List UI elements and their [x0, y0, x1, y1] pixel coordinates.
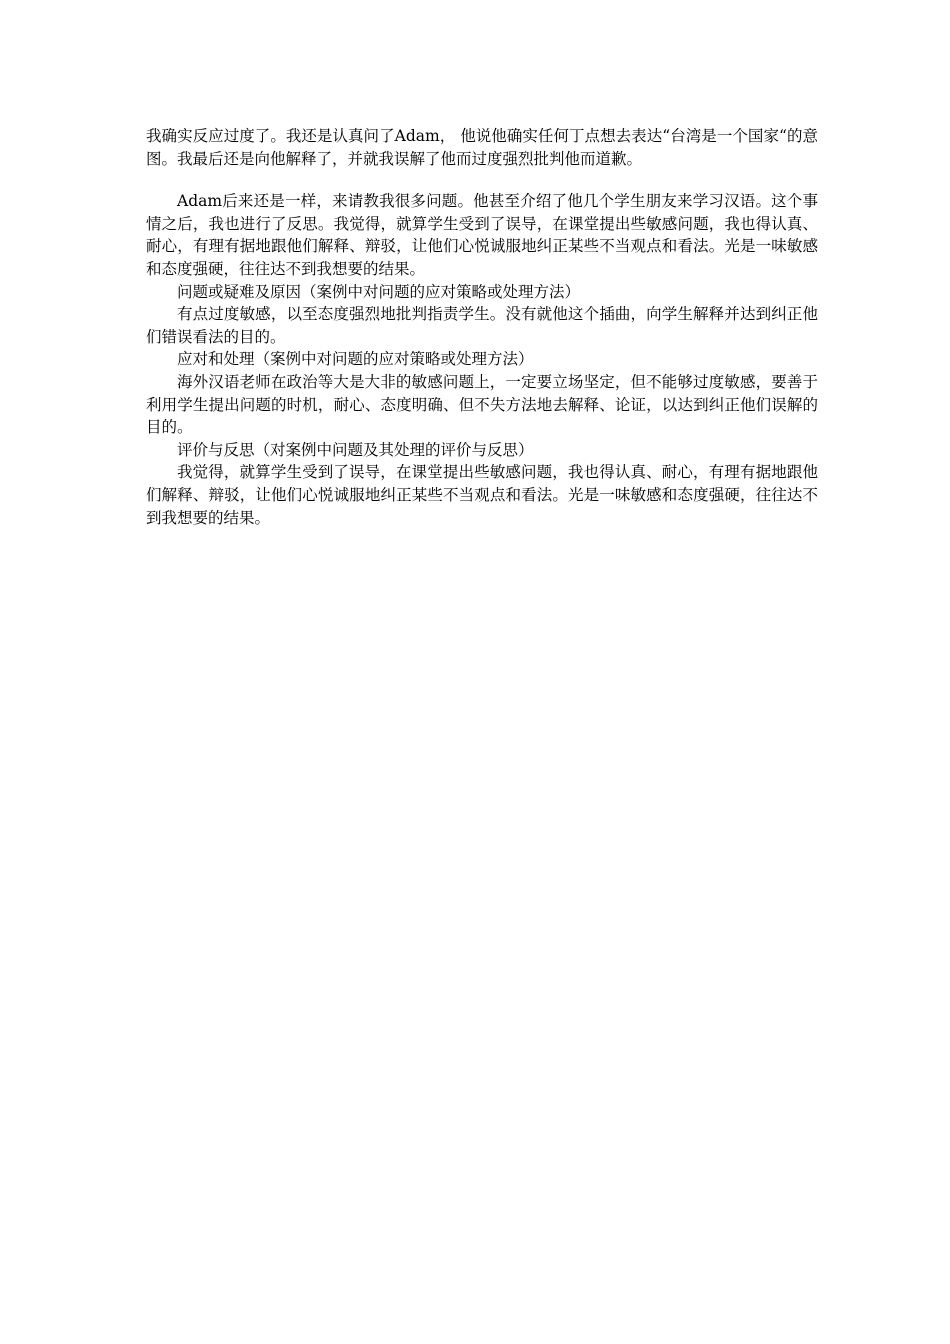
section-heading-reflection: 评价与反思（对案例中问题及其处理的评价与反思） [177, 440, 534, 459]
section-heading-problem: 问题或疑难及原因（案例中对问题的应对策略或处理方法） [177, 282, 581, 301]
paragraph-problem: 有点过度敏感，以至态度强烈地批判指责学生。没有就他这个插曲，向学生解释并达到纠正他们错误看法的目的。 [146, 305, 818, 346]
section-heading-response: 应对和处理（案例中对问题的应对策略或处理方法） [177, 350, 534, 369]
paragraph-adam-followup: Adam后来还是一样，来请教我很多问题。他甚至介绍了他几个学生朋友来学习汉语。这个事情之后，我也进行了反思。我觉得，就算学生受到了误导，在课堂提出些敏感问题，我也得认真、耐心，有理有据地跟他们解释、辩驳，让他们心悦诚服地纠正某些不当观点和看法。光是一味敏感和态度强硬，往往达不到我想要的结果。 [146, 192, 818, 278]
document-page [146, 125, 818, 529]
paragraph-reflection: 我觉得，就算学生受到了误导，在课堂提出些敏感问题，我也得认真、耐心，有理有据地跟他们解释、辩驳，让他们心悦诚服地纠正某些不当观点和看法。光是一味敏感和态度强硬，往往达不到我想要的结果。 [146, 463, 818, 527]
paragraph-continuation: 我确实反应过度了。我还是认真问了Adam， 他说他确实任何丁点想去表达“台湾是一个国家“的意图。我最后还是向他解释了，并就我误解了他而过度强烈批判他而道歉。 [146, 127, 818, 168]
paragraph-response: 海外汉语老师在政治等大是大非的敏感问题上，一定要立场坚定，但不能够过度敏感，要善于利用学生提出问题的时机，耐心、态度明确、但不失方法地去解释、论证，以达到纠正他们误解的目的。 [146, 372, 818, 437]
